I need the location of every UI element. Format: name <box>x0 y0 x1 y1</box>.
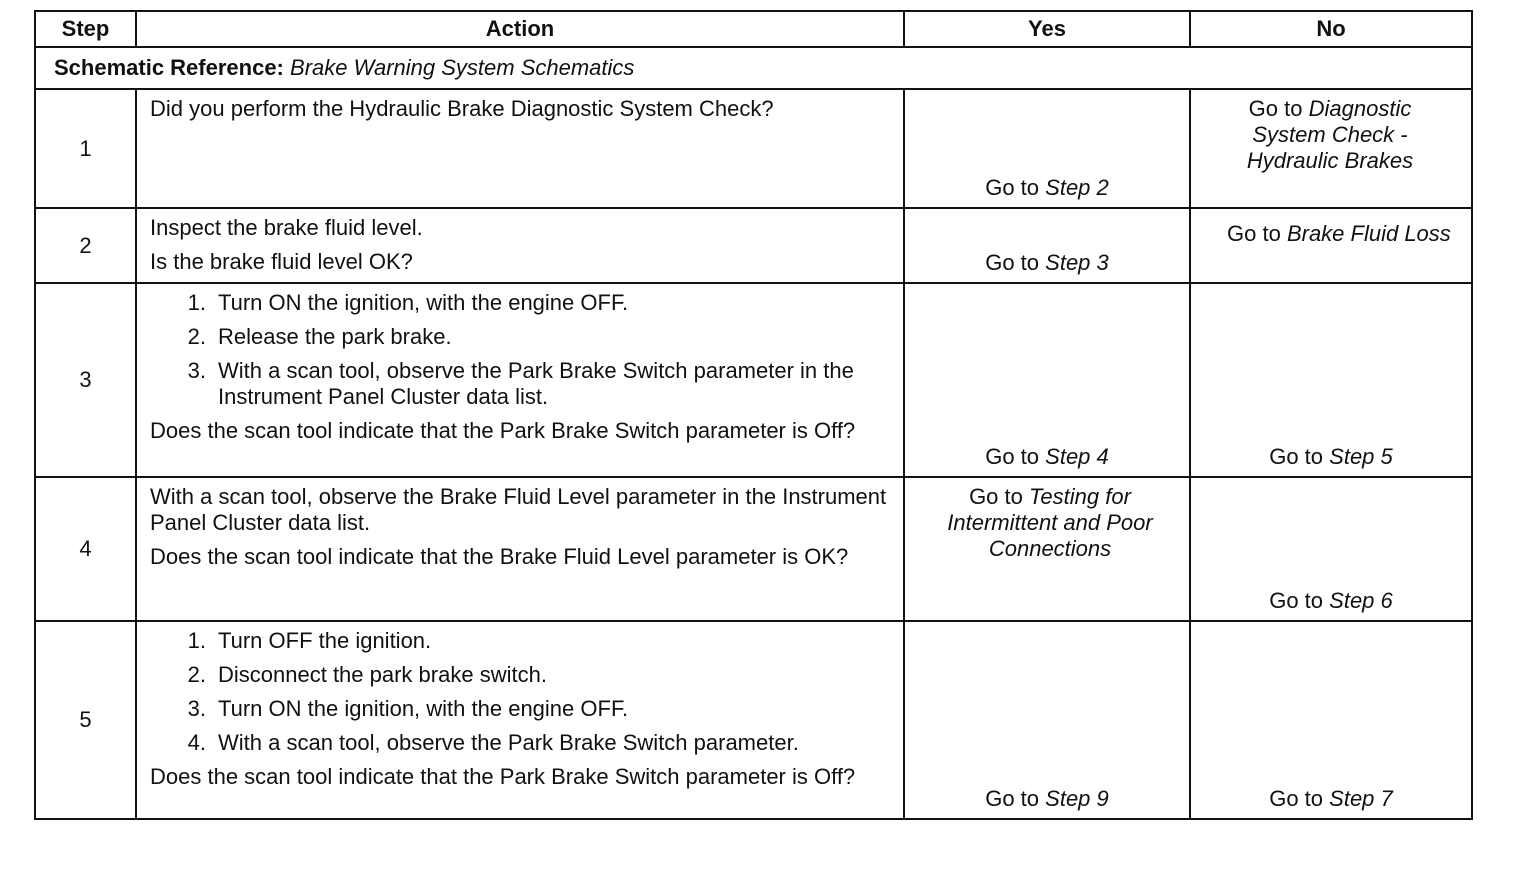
yes-cell <box>904 89 1190 208</box>
header-step: Step <box>35 11 136 47</box>
go-to-label: Go to <box>985 444 1040 469</box>
go-to-label: Go to <box>985 250 1040 275</box>
schematic-reference <box>35 47 1472 89</box>
step-number: 5 <box>35 621 136 819</box>
list-item: 1. Turn ON the ignition, with the engine OFF. <box>187 290 629 315</box>
step-number: 1 <box>35 89 136 208</box>
action-question: Is the brake fluid level OK? <box>150 249 413 274</box>
no-link[interactable]: Diagnostic System Check - Hydraulic Brakes <box>1246 96 1414 173</box>
no-cell <box>1190 283 1472 477</box>
no-cell <box>1190 89 1472 208</box>
no-cell <box>1190 208 1472 283</box>
yes-link[interactable]: Step 9 <box>1045 786 1109 811</box>
list-item: 1. Turn OFF the ignition. <box>187 628 432 653</box>
action-text: Did you perform the Hydraulic Brake Diagnostic System Check? <box>150 96 774 121</box>
table-row <box>35 208 1472 283</box>
action-cell <box>136 208 904 283</box>
go-to-label: Go to <box>1227 221 1281 246</box>
yes-cell <box>904 208 1190 283</box>
header-yes: Yes <box>904 11 1190 47</box>
table-row <box>35 283 1472 477</box>
go-to-label: Go to <box>1269 588 1324 613</box>
action-steps <box>150 290 889 410</box>
go-to-label: Go to <box>985 175 1040 200</box>
yes-cell <box>904 621 1190 819</box>
no-link[interactable]: Brake Fluid Loss <box>1286 221 1451 246</box>
go-to-label: Go to <box>1248 96 1303 121</box>
table-row <box>35 89 1472 208</box>
action-cell <box>136 89 904 208</box>
action-question: Does the scan tool indicate that the Park Brake Switch parameter is Off? <box>150 418 856 443</box>
go-to-label: Go to <box>985 786 1040 811</box>
action-cell <box>136 477 904 621</box>
yes-cell <box>904 477 1190 621</box>
table-row <box>35 621 1472 819</box>
go-to-label: Go to <box>1269 444 1324 469</box>
yes-link[interactable]: Step 3 <box>1045 250 1109 275</box>
no-link[interactable]: Step 6 <box>1329 588 1393 613</box>
no-cell <box>1190 477 1472 621</box>
header-row <box>35 11 1472 47</box>
schematic-label: Schematic Reference: <box>54 55 284 80</box>
schematic-link[interactable]: Brake Warning System Schematics <box>290 55 635 80</box>
yes-cell <box>904 283 1190 477</box>
list-item: 3. With a scan tool, observe the Park Brake Switch parameter in the Instrument Panel Cluster data list. <box>187 358 854 409</box>
action-line: With a scan tool, observe the Brake Fluid Level parameter in the Instrument Panel Cluster data list. <box>150 484 887 535</box>
step-number: 4 <box>35 477 136 621</box>
action-cell <box>136 283 904 477</box>
diagnostic-table <box>34 10 1473 820</box>
action-question: Does the scan tool indicate that the Brake Fluid Level parameter is OK? <box>150 544 849 569</box>
list-item: 3. Turn ON the ignition, with the engine OFF. <box>187 696 629 721</box>
list-item: 2. Release the park brake. <box>187 324 452 349</box>
action-question: Does the scan tool indicate that the Park Brake Switch parameter is Off? <box>150 764 856 789</box>
list-item: 2. Disconnect the park brake switch. <box>187 662 547 687</box>
list-item: 4. With a scan tool, observe the Park Brake Switch parameter. <box>187 730 799 755</box>
action-steps <box>150 628 889 756</box>
go-to-label: Go to <box>969 484 1023 509</box>
yes-link[interactable]: Step 4 <box>1045 444 1109 469</box>
no-link[interactable]: Step 7 <box>1329 786 1393 811</box>
action-line: Inspect the brake fluid level. <box>150 215 423 240</box>
yes-link[interactable]: Step 2 <box>1045 175 1109 200</box>
go-to-label: Go to <box>1269 786 1324 811</box>
header-no: No <box>1190 11 1472 47</box>
no-cell <box>1190 621 1472 819</box>
step-number: 3 <box>35 283 136 477</box>
header-action: Action <box>136 11 904 47</box>
schematic-row <box>35 47 1472 89</box>
yes-link[interactable]: Testing for Intermittent and Poor Connections <box>947 484 1153 561</box>
no-link[interactable]: Step 5 <box>1329 444 1393 469</box>
action-cell <box>136 621 904 819</box>
step-number: 2 <box>35 208 136 283</box>
table-row <box>35 477 1472 621</box>
